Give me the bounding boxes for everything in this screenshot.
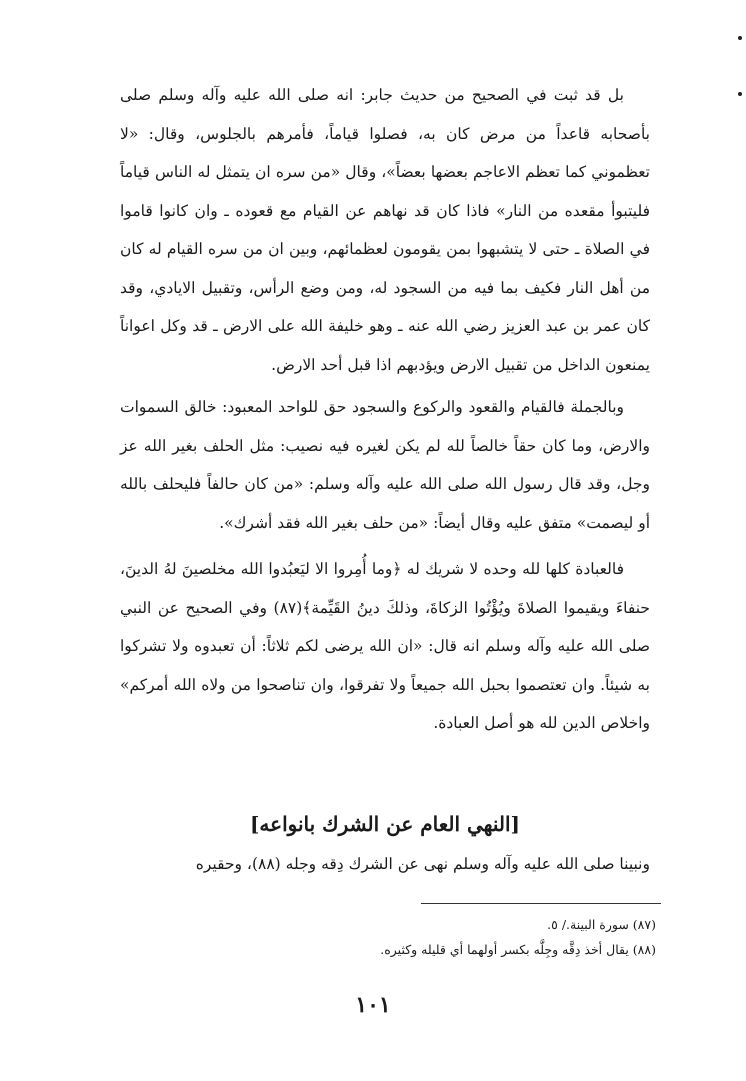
footnote-87: (٨٧) سورة البينة./ ٥.	[547, 917, 656, 932]
edge-dot-mark	[738, 36, 742, 40]
paragraph-4: ونبينا صلى الله عليه وآله وسلم نهى عن الشرك دِقه وجله (٨٨)، وحقيره	[195, 855, 650, 873]
body-text	[120, 76, 650, 743]
section-heading: [النهي العام عن الشرك بانواعه]	[249, 812, 521, 836]
paragraph-2: وبالجملة فالقيام والقعود والركوع والسجود حق للواحد المعبود: خالق السموات والارض، وما كان حقاً خالصاً لله لم يكن لغيره فيه نصيب: مثل الحلف بغير الله عز وجل، وقد قال رسول الله صلى الله عليه وآله وسلم: «من كان حالفاً فليحلف بالله أو ليصمت» متفق عليه وقال أيضاً: «من حلف بغير الله فقد أشرك».	[120, 398, 650, 532]
footnote-divider	[421, 903, 661, 904]
edge-dot-mark	[738, 92, 742, 96]
paragraph-1: بل قد ثبت في الصحيح من حديث جابر: انه صلى الله عليه وآله وسلم صلى بأصحابه قاعداً من مرض كان به، فصلوا قياماً، فأمرهم بالجلوس، وقال: «لا تعظموني كما تعظم الاعاجم بعضها بعضاً»، وقال «من سره ان يتمثل له الناس قياماً فليتبوأ مقعده من النار» فاذا كان قد نهاهم عن القيام مع قعوده ـ وان كانوا قاموا في الصلاة ـ حتى لا يتشبهوا بمن يقومون لعظمائهم، وبين ان من سره القيام له كان من أهل النار فكيف بما فيه من السجود له، ومن وضع الرأس، وتقبيل الايادي، وقد كان عمر بن عبد العزيز رضي الله عنه ـ وهو خليفة الله على الارض ـ قد وكل اعواناً يمنعون الداخل من تقبيل الارض ويؤدبهم اذا قبل أحد الارض.	[120, 86, 650, 374]
footnote-88: (٨٨) يقال أخذ دِقَّه وجِلَّه بكسر أولهما أي قليله وكثيره.	[380, 942, 656, 957]
page-number: ١٠١	[355, 992, 391, 1018]
paragraph-3: فالعبادة كلها لله وحده لا شريك له ﴿وما أُمِروا الا ليَعبُدوا الله مخلصينَ لهُ الدينَ، حنفاءَ ويقيموا الصلاةَ ويُؤْتُوا الزكاةَ، وذلكَ دينُ القَيِّمة﴾(٨٧) وفي الصحيح عن النبي صلى الله عليه وآله وسلم انه قال: «ان الله يرضى لكم ثلاثاً: أن تعبدوه ولا تشركوا به شيئاً. وان تعتصموا بحبل الله جميعاً ولا تفرقوا، وان تناصحوا من ولاه الله أمركم» واخلاص الدين لله هو أصل العبادة.	[120, 560, 650, 732]
footnotes	[200, 912, 656, 962]
